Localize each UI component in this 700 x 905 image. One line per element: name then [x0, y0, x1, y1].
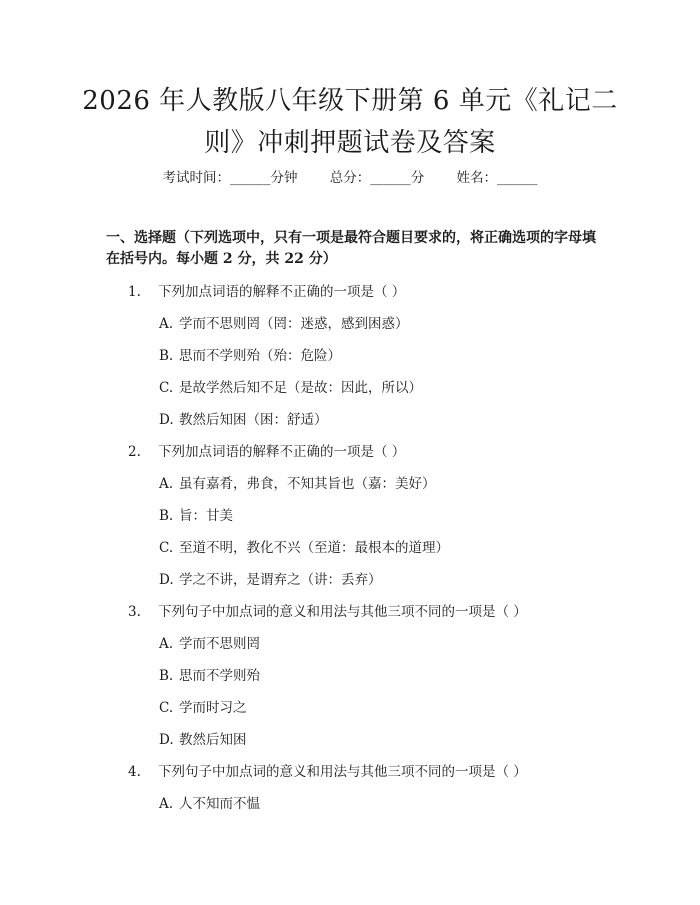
option-text: 虽有嘉肴，弗食，不知其旨也（嘉：美好）	[179, 476, 436, 492]
option-item	[159, 666, 260, 686]
option-item	[159, 570, 382, 590]
option-item	[159, 378, 422, 398]
question-number: 4.	[128, 764, 141, 780]
option-letter: A.	[159, 476, 174, 492]
question-item	[128, 762, 527, 782]
option-letter: C.	[159, 700, 174, 716]
option-item	[159, 474, 436, 494]
option-text: 学之不讲，是谓弃之（讲：丢弃）	[179, 572, 382, 588]
question-text: 下列加点词语的解释不正确的一项是（ ）	[158, 284, 406, 300]
option-text: 人不知而不愠	[179, 796, 260, 812]
question-number: 1.	[128, 284, 141, 300]
option-item	[159, 698, 247, 718]
question-item	[128, 282, 405, 302]
option-letter: A.	[159, 796, 174, 812]
option-letter: D.	[159, 572, 174, 588]
option-text: 思而不学则殆	[179, 668, 260, 684]
option-text: 是故学然后知不足（是故：因此，所以）	[179, 380, 422, 396]
option-letter: A.	[159, 636, 174, 652]
option-letter: C.	[159, 380, 174, 396]
exam-info	[0, 168, 700, 188]
option-item	[159, 506, 233, 526]
option-text: 学而不思则罔	[179, 636, 260, 652]
option-letter: B.	[159, 508, 174, 524]
question-text: 下列句子中加点词的意义和用法与其他三项不同的一项是（ ）	[158, 604, 527, 620]
option-letter: B.	[159, 668, 174, 684]
option-letter: B.	[159, 348, 174, 364]
option-text: 教然后知困（困：舒适）	[179, 412, 328, 428]
section-heading-line-1: 一、选择题（下列选项中，只有一项是最符合题目要求的，将正确选项的字母填	[106, 230, 596, 246]
option-letter: C.	[159, 540, 174, 556]
question-item	[128, 602, 527, 622]
student-name-field: 姓名：______	[456, 170, 538, 186]
option-text: 教然后知困	[179, 732, 247, 748]
option-text: 至道不明，教化不兴（至道：最根本的道理）	[179, 540, 449, 556]
option-letter: A.	[159, 316, 174, 332]
question-number: 2.	[128, 444, 141, 460]
question-number: 3.	[128, 604, 141, 620]
total-score-field: 总分：______分	[329, 170, 425, 186]
option-text: 学而时习之	[179, 700, 247, 716]
option-letter: D.	[159, 412, 174, 428]
option-item	[159, 730, 247, 750]
option-item	[159, 410, 328, 430]
option-item	[159, 346, 341, 366]
page-title-line-1: 2026 年人教版八年级下册第 6 单元《礼记二	[82, 86, 618, 116]
option-item	[159, 794, 260, 814]
option-text: 旨：甘美	[179, 508, 233, 524]
exam-time-field: 考试时间：______分钟	[162, 170, 298, 186]
option-item	[159, 634, 260, 654]
question-item	[128, 442, 405, 462]
option-item	[159, 314, 409, 334]
option-text: 思而不学则殆（殆：危险）	[179, 348, 341, 364]
section-heading-line-2: 在括号内。每小题 2 分，共 22 分）	[106, 251, 337, 267]
option-text: 学而不思则罔（罔：迷惑，感到困惑）	[179, 316, 409, 332]
question-text: 下列句子中加点词的意义和用法与其他三项不同的一项是（ ）	[158, 764, 527, 780]
option-letter: D.	[159, 732, 174, 748]
question-text: 下列加点词语的解释不正确的一项是（ ）	[158, 444, 406, 460]
page-title-line-2: 则》冲刺押题试卷及答案	[204, 128, 496, 158]
option-item	[159, 538, 449, 558]
